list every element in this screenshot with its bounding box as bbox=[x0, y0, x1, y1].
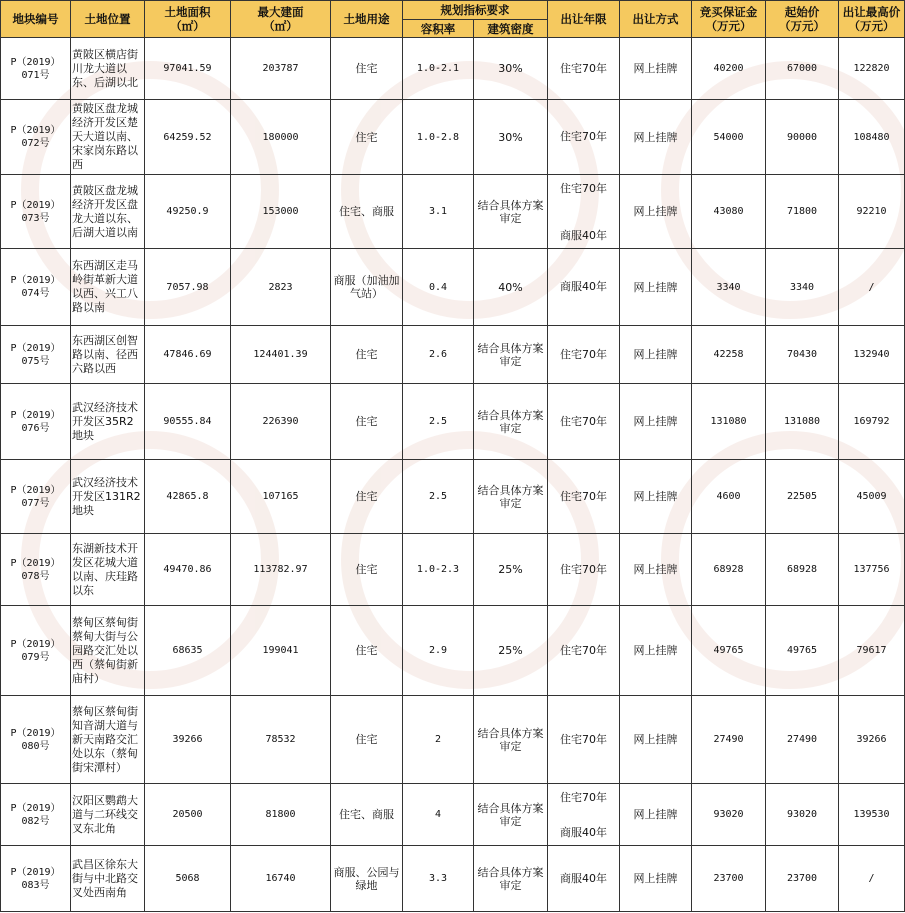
table-row bbox=[1, 460, 905, 534]
cell-max-building: 107165 bbox=[231, 460, 331, 534]
cell-far: 1.0-2.8 bbox=[403, 100, 474, 175]
cell-deposit: 3340 bbox=[692, 249, 766, 326]
table-row bbox=[1, 249, 905, 326]
cell-deposit: 40200 bbox=[692, 38, 766, 100]
cell-location: 黄陂区横店街川龙大道以东、后湖以北 bbox=[71, 38, 145, 100]
cell-term bbox=[548, 100, 620, 175]
cell-max-building: 113782.97 bbox=[231, 534, 331, 606]
table-row bbox=[1, 784, 905, 846]
cell-term bbox=[548, 846, 620, 912]
cell-method: 网上挂牌 bbox=[620, 38, 692, 100]
cell-max-price: 108480 bbox=[839, 100, 905, 175]
cell-density: 结合具体方案审定 bbox=[474, 784, 548, 846]
term-line: 住宅70年 bbox=[560, 643, 607, 657]
cell-deposit: 42258 bbox=[692, 326, 766, 384]
cell-density: 结合具体方案审定 bbox=[474, 460, 548, 534]
cell-start-price: 93020 bbox=[766, 784, 839, 846]
cell-start-price: 49765 bbox=[766, 606, 839, 696]
cell-location: 武汉经济技术开发区35R2地块 bbox=[71, 384, 145, 460]
header-method: 出让方式 bbox=[620, 1, 692, 38]
cell-id: P（2019）078号 bbox=[1, 534, 71, 606]
term-line: 住宅70年 bbox=[560, 562, 607, 576]
cell-max-building: 180000 bbox=[231, 100, 331, 175]
cell-area: 47846.69 bbox=[145, 326, 231, 384]
term-line: 住宅70年 bbox=[560, 347, 607, 361]
cell-use: 住宅、商服 bbox=[331, 784, 403, 846]
cell-use: 住宅 bbox=[331, 326, 403, 384]
header-area: 土地面积 （㎡） bbox=[145, 1, 231, 38]
cell-far: 0.4 bbox=[403, 249, 474, 326]
cell-id: P（2019）076号 bbox=[1, 384, 71, 460]
cell-density: 结合具体方案审定 bbox=[474, 846, 548, 912]
cell-area: 7057.98 bbox=[145, 249, 231, 326]
table-row bbox=[1, 846, 905, 912]
table-row bbox=[1, 384, 905, 460]
cell-max-price: 79617 bbox=[839, 606, 905, 696]
term-line: 住宅70年 bbox=[560, 181, 607, 195]
cell-term bbox=[548, 38, 620, 100]
cell-start-price: 90000 bbox=[766, 100, 839, 175]
header-far: 容积率 bbox=[403, 20, 474, 38]
cell-area: 68635 bbox=[145, 606, 231, 696]
cell-use: 住宅 bbox=[331, 460, 403, 534]
table-row bbox=[1, 696, 905, 784]
cell-method: 网上挂牌 bbox=[620, 100, 692, 175]
cell-term bbox=[548, 249, 620, 326]
cell-term bbox=[548, 460, 620, 534]
cell-max-price: 169792 bbox=[839, 384, 905, 460]
cell-deposit: 27490 bbox=[692, 696, 766, 784]
table-row bbox=[1, 100, 905, 175]
term-line: 住宅70年 bbox=[560, 414, 607, 428]
cell-far: 1.0-2.1 bbox=[403, 38, 474, 100]
cell-area: 42865.8 bbox=[145, 460, 231, 534]
cell-term bbox=[548, 696, 620, 784]
cell-far: 4 bbox=[403, 784, 474, 846]
cell-id: P（2019）080号 bbox=[1, 696, 71, 784]
cell-use: 住宅 bbox=[331, 100, 403, 175]
cell-density: 结合具体方案审定 bbox=[474, 175, 548, 249]
cell-area: 90555.84 bbox=[145, 384, 231, 460]
header-use: 土地用途 bbox=[331, 1, 403, 38]
cell-location: 汉阳区鹦鹉大道与二环线交叉东北角 bbox=[71, 784, 145, 846]
cell-area: 49250.9 bbox=[145, 175, 231, 249]
cell-max-building: 124401.39 bbox=[231, 326, 331, 384]
term-line: 住宅70年 bbox=[560, 489, 607, 503]
cell-max-price: 139530 bbox=[839, 784, 905, 846]
cell-id: P（2019）072号 bbox=[1, 100, 71, 175]
cell-area: 49470.86 bbox=[145, 534, 231, 606]
cell-location: 武昌区徐东大街与中北路交叉处西南角 bbox=[71, 846, 145, 912]
cell-density: 25% bbox=[474, 534, 548, 606]
cell-method: 网上挂牌 bbox=[620, 175, 692, 249]
cell-location: 东西湖区走马岭街革新大道以西、兴工八路以南 bbox=[71, 249, 145, 326]
cell-far: 2 bbox=[403, 696, 474, 784]
cell-deposit: 131080 bbox=[692, 384, 766, 460]
cell-term bbox=[548, 784, 620, 846]
cell-deposit: 43080 bbox=[692, 175, 766, 249]
cell-start-price: 71800 bbox=[766, 175, 839, 249]
cell-id: P（2019）075号 bbox=[1, 326, 71, 384]
table-row bbox=[1, 38, 905, 100]
cell-start-price: 3340 bbox=[766, 249, 839, 326]
cell-use: 住宅 bbox=[331, 384, 403, 460]
table-row bbox=[1, 175, 905, 249]
cell-method: 网上挂牌 bbox=[620, 534, 692, 606]
cell-id: P（2019）083号 bbox=[1, 846, 71, 912]
cell-start-price: 67000 bbox=[766, 38, 839, 100]
header-density: 建筑密度 bbox=[474, 20, 548, 38]
term-line: 商服40年 bbox=[560, 280, 607, 293]
cell-max-price: 92210 bbox=[839, 175, 905, 249]
cell-deposit: 68928 bbox=[692, 534, 766, 606]
cell-use: 住宅 bbox=[331, 696, 403, 784]
cell-location: 黄陂区盘龙城经济开发区盘龙大道以东、后湖大道以南 bbox=[71, 175, 145, 249]
cell-location: 武汉经济技术开发区131R2地块 bbox=[71, 460, 145, 534]
cell-term bbox=[548, 175, 620, 249]
header-planning: 规划指标要求 bbox=[403, 1, 548, 20]
cell-id: P（2019）079号 bbox=[1, 606, 71, 696]
cell-method: 网上挂牌 bbox=[620, 696, 692, 784]
cell-deposit: 54000 bbox=[692, 100, 766, 175]
cell-max-building: 81800 bbox=[231, 784, 331, 846]
cell-use: 商服（加油加气站） bbox=[331, 249, 403, 326]
cell-deposit: 4600 bbox=[692, 460, 766, 534]
cell-max-building: 2823 bbox=[231, 249, 331, 326]
cell-area: 5068 bbox=[145, 846, 231, 912]
term-line: 住宅70年 bbox=[560, 61, 607, 75]
cell-density: 30% bbox=[474, 38, 548, 100]
cell-max-price: / bbox=[839, 249, 905, 326]
cell-use: 住宅、商服 bbox=[331, 175, 403, 249]
cell-method: 网上挂牌 bbox=[620, 784, 692, 846]
cell-area: 97041.59 bbox=[145, 38, 231, 100]
cell-density: 结合具体方案审定 bbox=[474, 384, 548, 460]
cell-far: 2.5 bbox=[403, 460, 474, 534]
cell-max-price: 122820 bbox=[839, 38, 905, 100]
cell-use: 住宅 bbox=[331, 606, 403, 696]
table-row bbox=[1, 534, 905, 606]
cell-term bbox=[548, 606, 620, 696]
cell-start-price: 68928 bbox=[766, 534, 839, 606]
cell-term bbox=[548, 534, 620, 606]
cell-density: 40% bbox=[474, 249, 548, 326]
cell-max-price: 137756 bbox=[839, 534, 905, 606]
cell-density: 结合具体方案审定 bbox=[474, 326, 548, 384]
cell-id: P（2019）071号 bbox=[1, 38, 71, 100]
cell-id: P（2019）082号 bbox=[1, 784, 71, 846]
cell-max-price: 39266 bbox=[839, 696, 905, 784]
term-line: 商服40年 bbox=[560, 871, 607, 885]
cell-max-building: 226390 bbox=[231, 384, 331, 460]
cell-start-price: 22505 bbox=[766, 460, 839, 534]
term-line: 商服40年 bbox=[560, 228, 607, 242]
cell-max-price: 132940 bbox=[839, 326, 905, 384]
cell-far: 2.9 bbox=[403, 606, 474, 696]
cell-start-price: 70430 bbox=[766, 326, 839, 384]
cell-density: 结合具体方案审定 bbox=[474, 696, 548, 784]
cell-use: 商服、公园与绿地 bbox=[331, 846, 403, 912]
cell-max-building: 203787 bbox=[231, 38, 331, 100]
cell-deposit: 23700 bbox=[692, 846, 766, 912]
cell-max-price: 45009 bbox=[839, 460, 905, 534]
cell-max-building: 153000 bbox=[231, 175, 331, 249]
header-deposit: 竞买保证金 （万元） bbox=[692, 1, 766, 38]
cell-method: 网上挂牌 bbox=[620, 384, 692, 460]
term-line: 商服40年 bbox=[560, 825, 607, 839]
header-max-price: 出让最高价 （万元） bbox=[839, 1, 905, 38]
cell-use: 住宅 bbox=[331, 38, 403, 100]
cell-density: 25% bbox=[474, 606, 548, 696]
term-line: 住宅70年 bbox=[560, 732, 607, 746]
cell-max-building: 199041 bbox=[231, 606, 331, 696]
term-line: 住宅70年 bbox=[560, 790, 607, 804]
header-max-building: 最大建面 （㎡） bbox=[231, 1, 331, 38]
cell-method: 网上挂牌 bbox=[620, 460, 692, 534]
cell-method: 网上挂牌 bbox=[620, 846, 692, 912]
cell-far: 1.0-2.3 bbox=[403, 534, 474, 606]
cell-start-price: 131080 bbox=[766, 384, 839, 460]
cell-max-building: 78532 bbox=[231, 696, 331, 784]
header-term: 出让年限 bbox=[548, 1, 620, 38]
cell-far: 3.3 bbox=[403, 846, 474, 912]
cell-max-building: 16740 bbox=[231, 846, 331, 912]
header-start-price: 起始价 （万元） bbox=[766, 1, 839, 38]
cell-area: 39266 bbox=[145, 696, 231, 784]
table-row bbox=[1, 326, 905, 384]
cell-far: 2.5 bbox=[403, 384, 474, 460]
cell-location: 蔡甸区蔡甸街蔡甸大街与公园路交汇处以西（蔡甸街新庙村） bbox=[71, 606, 145, 696]
cell-method: 网上挂牌 bbox=[620, 249, 692, 326]
cell-far: 2.6 bbox=[403, 326, 474, 384]
cell-id: P（2019）073号 bbox=[1, 175, 71, 249]
table-row bbox=[1, 606, 905, 696]
cell-max-price: / bbox=[839, 846, 905, 912]
cell-method: 网上挂牌 bbox=[620, 606, 692, 696]
header-location: 土地位置 bbox=[71, 1, 145, 38]
cell-term bbox=[548, 384, 620, 460]
cell-density: 30% bbox=[474, 100, 548, 175]
cell-area: 20500 bbox=[145, 784, 231, 846]
cell-term bbox=[548, 326, 620, 384]
cell-start-price: 27490 bbox=[766, 696, 839, 784]
term-line: 住宅70年 bbox=[560, 130, 607, 143]
cell-deposit: 93020 bbox=[692, 784, 766, 846]
cell-start-price: 23700 bbox=[766, 846, 839, 912]
cell-location: 蔡甸区蔡甸街知音湖大道与新天南路交汇处以东（蔡甸街宋潭村） bbox=[71, 696, 145, 784]
cell-id: P（2019）077号 bbox=[1, 460, 71, 534]
cell-id: P（2019）074号 bbox=[1, 249, 71, 326]
cell-far: 3.1 bbox=[403, 175, 474, 249]
cell-deposit: 49765 bbox=[692, 606, 766, 696]
header-id: 地块编号 bbox=[1, 1, 71, 38]
cell-area: 64259.52 bbox=[145, 100, 231, 175]
cell-use: 住宅 bbox=[331, 534, 403, 606]
cell-location: 东西湖区创智路以南、径西六路以西 bbox=[71, 326, 145, 384]
cell-location: 东湖新技术开发区花城大道以南、庆珪路以东 bbox=[71, 534, 145, 606]
cell-location: 黄陂区盘龙城经济开发区楚天大道以南、宋家岗东路以西 bbox=[71, 100, 145, 175]
cell-method: 网上挂牌 bbox=[620, 326, 692, 384]
